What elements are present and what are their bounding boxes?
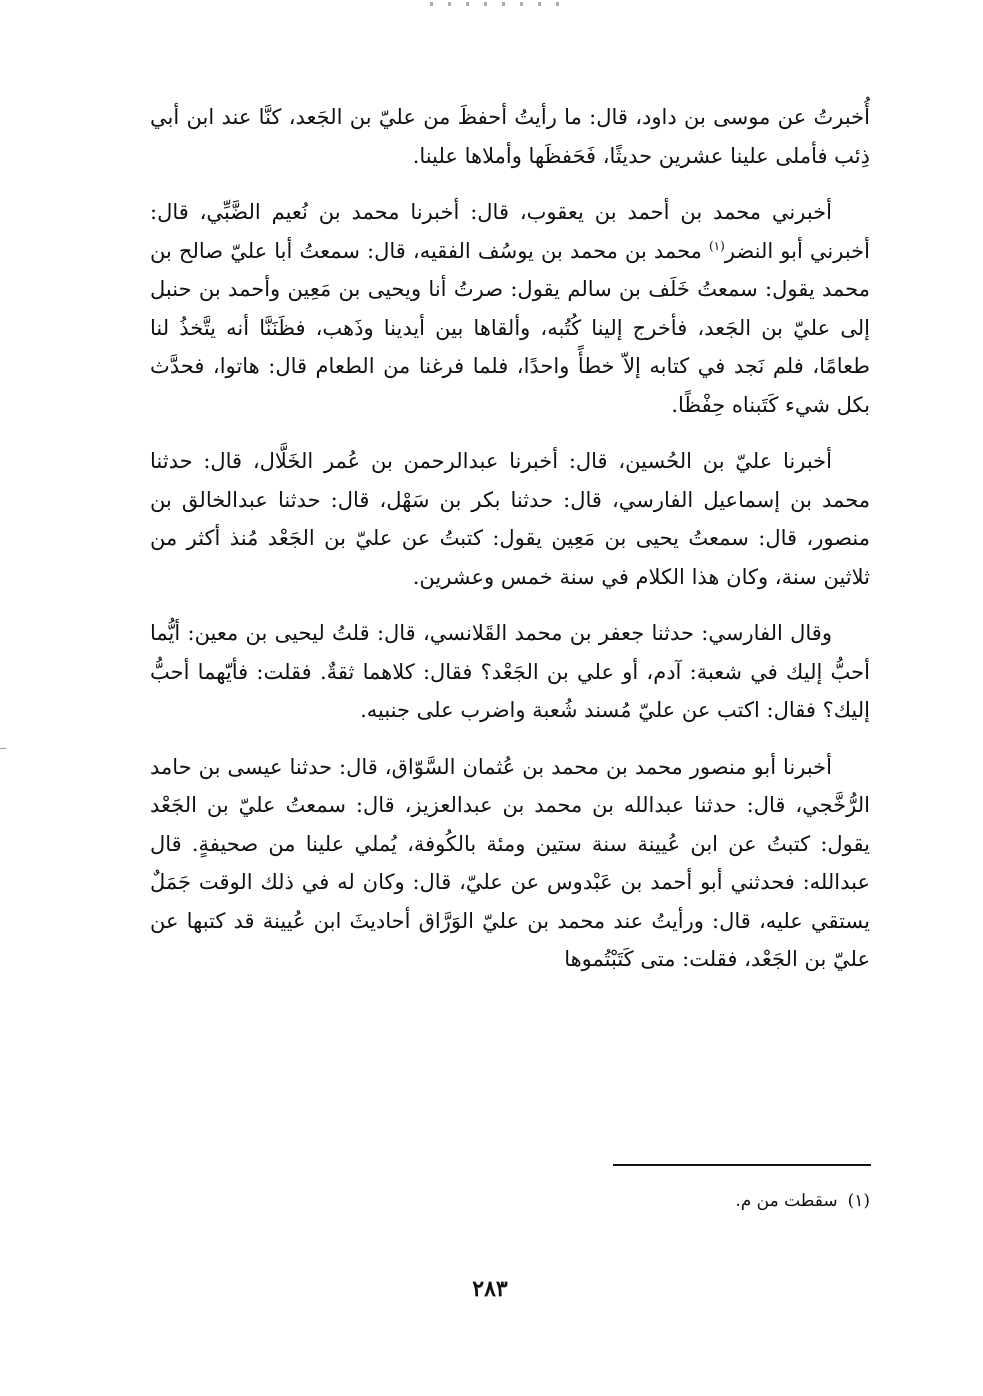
paragraph-2-part-2: محمد بن محمد بن يوسُف الفقيه، قال: سمعتُ أبا عليّ صالح بن محمد يقول: سمعتُ خَلَف بن سالم يقول: صرتُ أنا ويحيى بن مَعِين وأحمد بن حنبل إلى عليّ بن الجَعد، فأخرج إلينا كُتُبه، وألقاها بين أيدينا وذَهب، فظَنَنَّا أنه يتَّخذُ لنا طعامًا، فلم نَجد في كتابه إلاّ خطأً واحدًا، فلما فرغنا من الطعام قال: هاتوا، فحدَّث بكل شيء كَتَبناه حِفْظًا. bbox=[150, 238, 870, 417]
footnote bbox=[600, 1188, 870, 1214]
paragraph-3: أخبرنا عليّ بن الحُسين، قال: أخبرنا عبدالرحمن بن عُمر الخَلَّال، قال: حدثنا محمد بن إسماعيل الفارسي، قال: حدثنا بكر بن سَهْل، قال: حدثنا عبدالخالق بن منصور، قال: سمعتُ يحيى بن مَعِين يقول: كتبتُ عن عليّ بن الجَعْد مُنذ أكثر من ثلاثين سنة، وكان هذا الكلام في سنة خمس وعشرين. bbox=[150, 449, 870, 589]
footnote-divider bbox=[613, 1164, 871, 1166]
paragraph-2 bbox=[150, 193, 870, 424]
footnote-text: سقطت من م. bbox=[735, 1191, 838, 1211]
scan-artifact-marks bbox=[430, 2, 560, 6]
paragraph-1: أُخبرتُ عن موسى بن داود، قال: ما رأيتُ أحفظَ من عليّ بن الجَعد، كنَّا عند ابن أبي ذِئب فأملى علينا عشرين حديثًا، فَحَفظَها وأملاها علينا. bbox=[150, 105, 870, 168]
margin-tick bbox=[0, 748, 6, 749]
paragraph-2-part-1: أخبرني محمد بن أحمد بن يعقوب، قال: أخبرنا محمد بن نُعيم الضَّبِّي، قال: أخبرني أبو النضر bbox=[150, 200, 870, 263]
page-number: ٢٨٣ bbox=[472, 1276, 508, 1302]
footnote-number: (١) bbox=[847, 1191, 870, 1211]
paragraph-4: وقال الفارسي: حدثنا جعفر بن محمد القَلانسي، قال: قلتُ ليحيى بن معين: أيُّما أحبُّ إليك في شعبة: آدم، أو علي بن الجَعْد؟ فقال: كلاهما ثقةٌ. فقلت: فأيّهما أحبُّ إليك؟ فقال: اكتب عن عليّ مُسند شُعبة واضرب على جنبيه. bbox=[150, 621, 870, 722]
paragraph-5: أخبرنا أبو منصور محمد بن محمد بن عُثمان السَّوّاق، قال: حدثنا عيسى بن حامد الرُّخَّجي، قال: حدثنا عبدالله بن محمد بن عبدالعزيز، قال: سمعتُ عليّ بن الجَعْد يقول: كتبتُ عن ابن عُيينة سنة ستين ومئة بالكُوفة، يُملي علينا من صحيفةٍ. قال عبدالله: فحدثني أبو أحمد بن عَبْدوس عن عليّ، قال: وكان له في ذلك الوقت جَمَلٌ يستقي عليه، قال: ورأيتُ عند محمد بن عليّ الوَرَّاق أحاديثَ ابن عُيينة قد كتبها عن عليّ بن الجَعْد، فقلت: متى كَتَبْتُموها bbox=[150, 754, 870, 971]
footnote-reference: (١) bbox=[708, 238, 725, 253]
page-body bbox=[150, 98, 870, 997]
